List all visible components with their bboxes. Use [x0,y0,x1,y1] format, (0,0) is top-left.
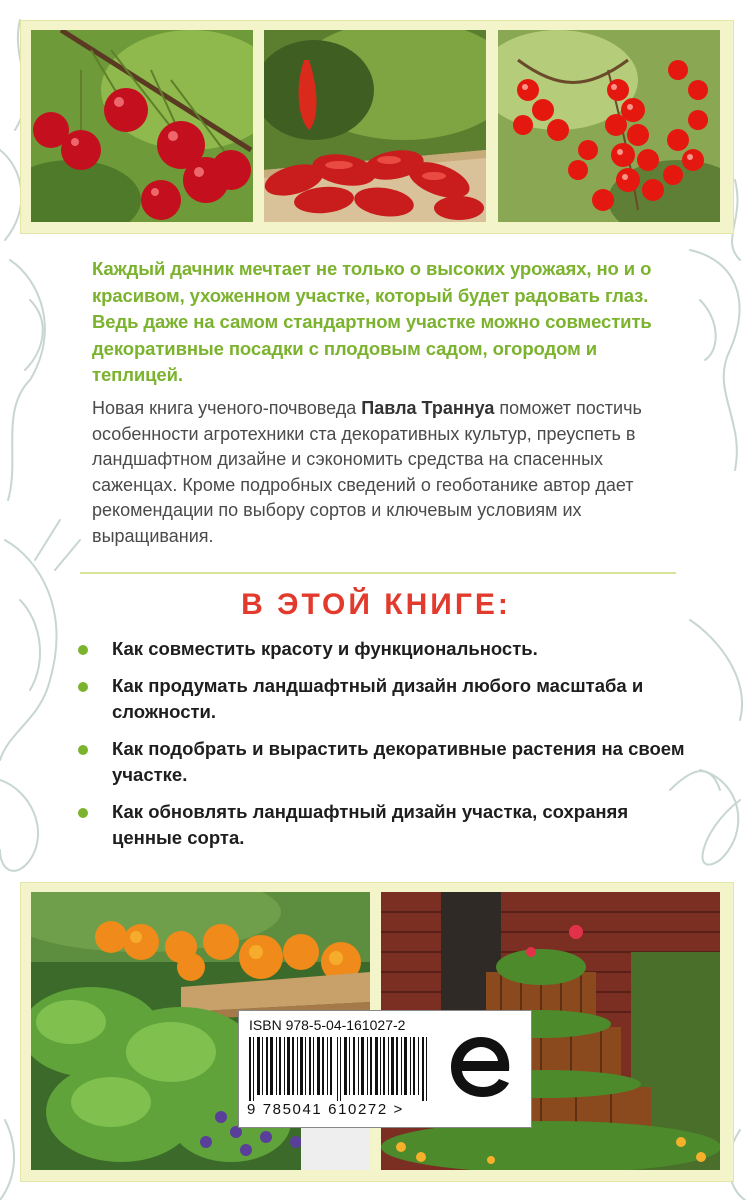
publisher-logo-icon [445,1031,517,1103]
list-item [78,799,698,851]
cherries-photo [31,30,253,222]
barcode [249,1037,439,1101]
list-item-text: Как совместить красоту и функциональность. [112,638,538,659]
red-currants-photo [498,30,720,222]
bullet-list [78,636,698,862]
list-item [78,673,698,725]
divider [80,572,676,574]
isbn-number: ISBN 978-5-04-161027-2 [249,1017,406,1033]
isbn-barcode-block [238,1010,532,1128]
list-item [78,736,698,788]
list-item-text: Как подобрать и вырастить декоративные растения на своем участке. [112,738,685,785]
barcode-digits: 9 785041 610272 > [247,1101,404,1118]
description-part-2: поможет постичь особенности агротехники ста декоративных культур, преуспеть в ландшафтном дизайне и сэкономить средства на спасенных саженцах. Кроме подробных сведений о геоботанике автор дает рекомендации по выбору сортов и ключевым условиям их выращивания. [92,398,642,546]
lead-paragraph: Каждый дачник мечтает не только о высоких урожаях, но и о красивом, ухоженном участке, который будет радовать глаз. Ведь даже на самом стандартном участке можно совместить декоративные посадки с плодовым садом, огородом и теплицей. [92,258,652,385]
bullet-dot-icon [78,645,88,655]
section-title: В ЭТОЙ КНИГЕ: [241,588,511,621]
description-part-1: Новая книга ученого-почвоведа [92,398,362,418]
bullet-dot-icon [78,682,88,692]
peppers-photo [264,30,486,222]
list-item [78,636,698,662]
description-paragraph [92,396,692,549]
list-item-text: Как продумать ландшафтный дизайн любого масштаба и сложности. [112,675,644,722]
author-name: Павла Траннуа [361,398,495,418]
bullet-dot-icon [78,808,88,818]
list-item-text: Как обновлять ландшафтный дизайн участка, сохраняя ценные сорта. [112,801,629,848]
bullet-dot-icon [78,745,88,755]
